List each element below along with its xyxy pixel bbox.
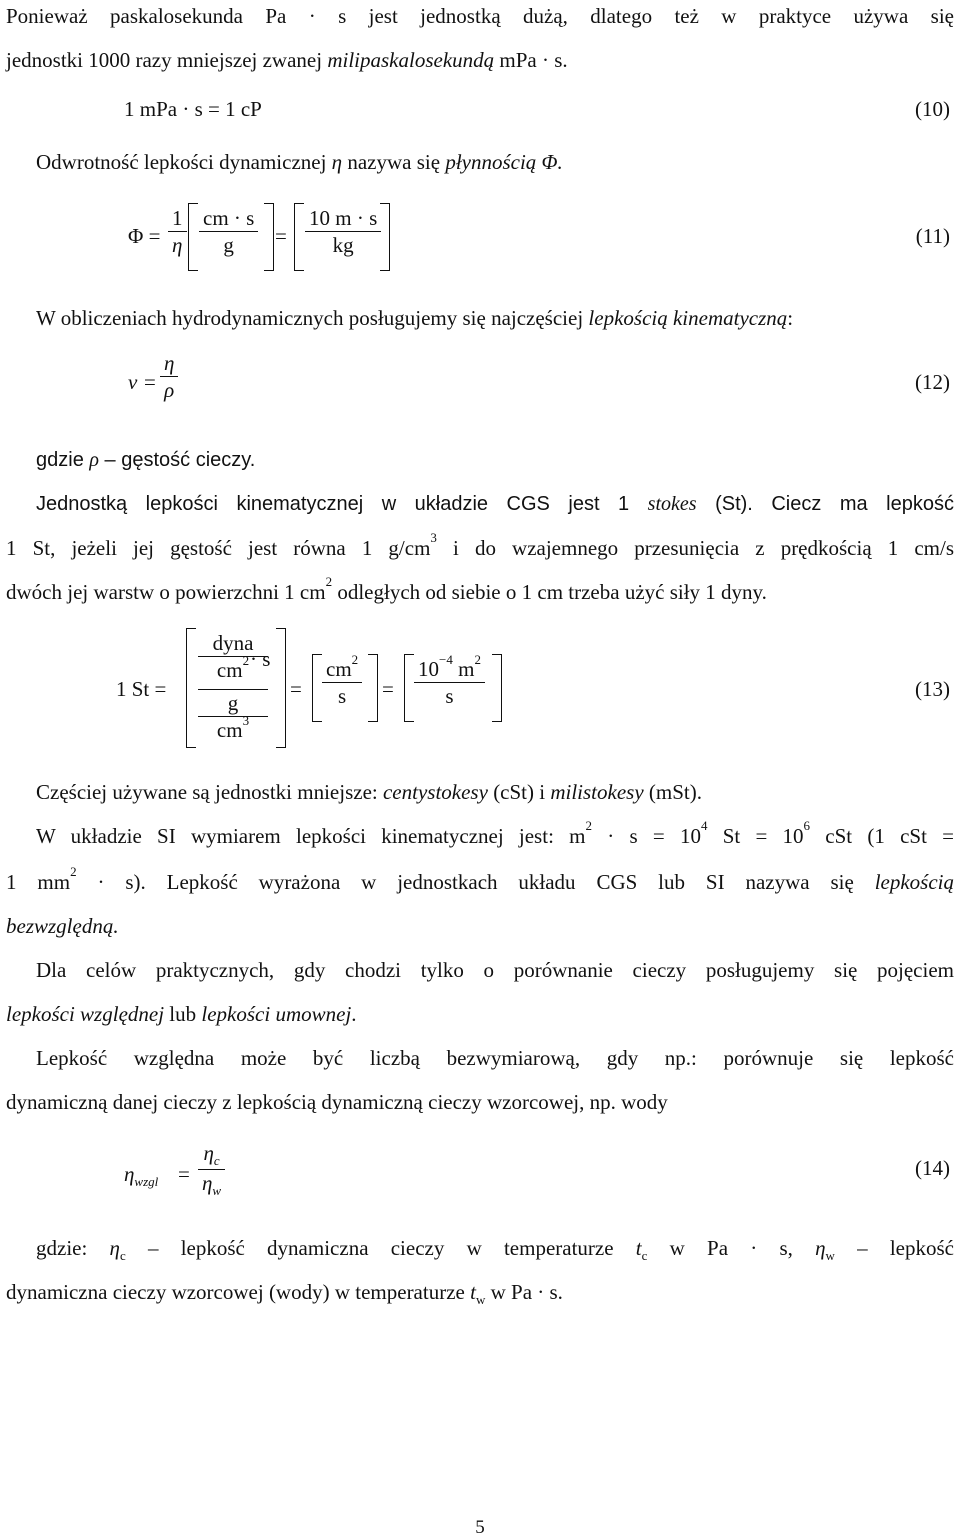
- equation-10: 1 mPa · s = 1 cP: [124, 97, 262, 121]
- paragraph-5-line-3: dwóch jej warstw o powierzchni 1 $cm^2$ odległych od siebie o 1 cm trzeba użyć siły 1 dyny.: [6, 574, 767, 604]
- paragraph-5-line-1: Jednostką lepkości kinematycznej w układzie CGS jest 1 stokes (St). Ciecz ma lepkość: [36, 493, 954, 515]
- equation-11-number: (11): [915, 224, 950, 248]
- paragraph-9-line-2: dynamiczną danej cieczy z lepkością dynamiczną cieczy wzorcowej, np. wody: [6, 1090, 668, 1114]
- equation-14-number: (14): [915, 1156, 950, 1180]
- paragraph-2: Odwrotność lepkości dynamicznej η nazywa się płynnością Φ.: [36, 150, 563, 174]
- paragraph-1-line-1: Ponieważ paskalosekunda Pa · s jest jednostką dużą, dlatego też w praktyce używa się: [6, 4, 954, 28]
- equation-13-number: (13): [915, 677, 950, 701]
- paragraph-4: gdzie ρ – gęstość cieczy.: [36, 449, 256, 471]
- equation-12-number: (12): [915, 370, 950, 394]
- page-number: 5: [475, 1517, 485, 1538]
- paragraph-7-line-3: bezwzględną.: [6, 914, 119, 938]
- paragraph-9-line-1: Lepkość względna może być liczbą bezwymiarową, gdy np.: porównuje się lepkość: [36, 1046, 954, 1070]
- paragraph-8-line-1: Dla celów praktycznych, gdy chodzi tylko o porównanie cieczy posługujemy się pojęciem: [36, 958, 954, 982]
- paragraph-7-line-1: W układzie SI wymiarem lepkości kinematycznej jest: $m^2 \cdot s = 10^4$ $St = 10^6$ cSt (1 cSt =: [36, 818, 954, 848]
- paragraph-7-line-2: 1 $mm^2 \cdot s$). Lepkość wyrażona w jednostkach układu CGS lub SI nazywa się lepkością: [6, 864, 954, 894]
- paragraph-3: W obliczeniach hydrodynamicznych posługujemy się najczęściej lepkością kinematyczną:: [36, 306, 794, 330]
- paragraph-10-line-1: gdzie: $\eta_c$ – lepkość dynamiczna cieczy w temperaturze $t_c$ w Pa · s, $\eta_w$ – lepkość: [36, 1236, 954, 1263]
- paragraph-1-line-2: jednostki 1000 razy mniejszej zwanej milipaskalosekundą mPa · s.: [6, 48, 568, 72]
- equation-10-number: (10): [915, 97, 950, 121]
- paragraph-6: Częściej używane są jednostki mniejsze: centystokesy (cSt) i milistokesy (mSt).: [36, 780, 702, 804]
- paragraph-10-line-2: dynamiczna cieczy wzorcowej (wody) w temperaturze $t_w$ w Pa · s.: [6, 1280, 563, 1307]
- paragraph-5-line-2: 1 St, jeżeli jej gęstość jest równa 1 $g/cm^3$ i do wzajemnego przesunięcia z prędkością 1 cm/s: [6, 530, 954, 560]
- paragraph-8-line-2: lepkości względnej lub lepkości umownej.: [6, 1002, 357, 1026]
